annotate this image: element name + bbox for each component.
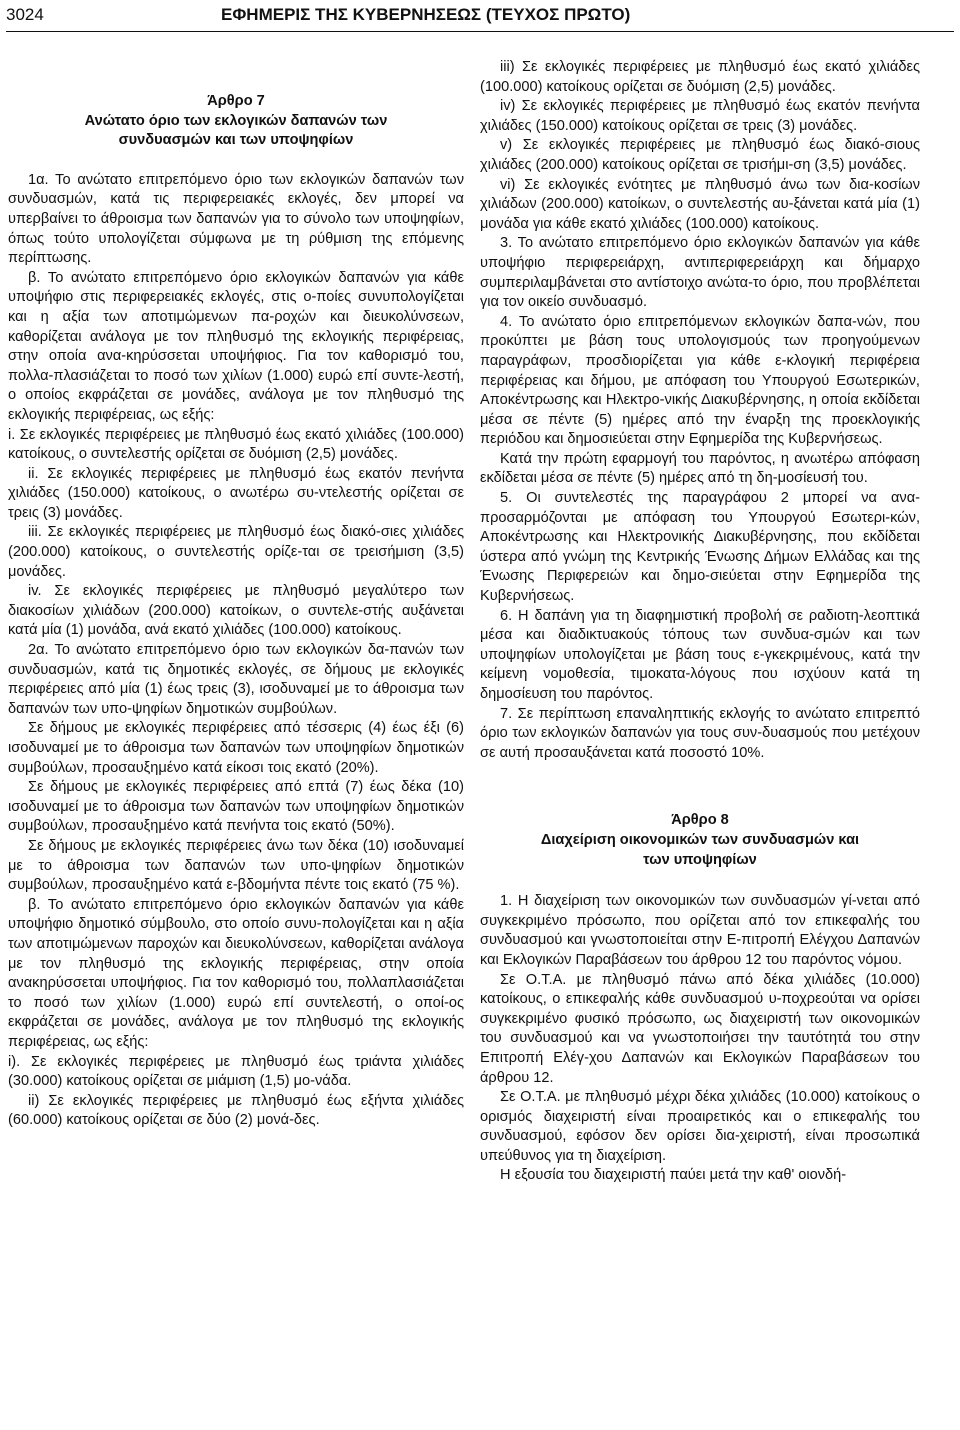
gazette-title: ΕΦΗΜΕΡΙΣ ΤΗΣ ΚΥΒΕΡΝΗΣΕΩΣ (ΤΕΥΧΟΣ ΠΡΩΤΟ) xyxy=(221,5,631,24)
paragraph: iii) Σε εκλογικές περιφέρειες με πληθυσμό έως εκατό χιλιάδες (100.000) κατοίκους ορίζεται σε δυόμιση (2,5) μονάδες. xyxy=(480,59,920,95)
paragraph: Σε δήμους με εκλογικές περιφέρειες από επτά (7) έως δέκα (10) ισοδυναμεί με το άθροισμα των δαπανών των υποψηφίων δημοτικών συμβούλων, προσαυξημένο κατά πενήντα τοις εκατό (50%). xyxy=(8,779,464,835)
paragraph: v) Σε εκλογικές περιφέρειες με πληθυσμό έως διακό-σιους χιλιάδες (200.000) κατοίκους ορίζεται σε τρισήμι-ση (3,5) μονάδες. xyxy=(480,137,920,173)
paragraph: Σε δήμους με εκλογικές περιφέρειες από τέσσερις (4) έως έξι (6) ισοδυναμεί με το άθροισμα των δαπανών των υποψηφίων δημοτικών συμβούλων, προσαυξημένο κατά είκοσι τοις εκατό (20%). xyxy=(8,720,464,776)
article-7-heading xyxy=(8,92,464,151)
paragraph: 3. Το ανώτατο επιτρεπόμενο όριο εκλογικών δαπανών για κάθε υποψήφιο περιφερειάρχη, αντιπεριφερειάρχη και δήμαρχο συμπεριλαμβάνεται στο αντίστοιχο ανώτα-το όριο, που προβλέπεται για τον οικείο συνδυασμό. xyxy=(480,235,920,311)
article-8-number: Άρθρο 8 xyxy=(671,812,729,829)
paragraph: ii. Σε εκλογικές περιφέρειες με πληθυσμό έως εκατόν πενήντα χιλιάδες (150.000) κατοίκους, ο ανωτέρω συ-ντελεστής ορίζεται σε τρεις (3) μονάδες. xyxy=(8,465,464,521)
paragraph: β. Το ανώτατο επιτρεπόμενο όριο εκλογικών δαπανών για κάθε υποψήφιο στις περιφερειακές εκλογές, στις ο-ποίες συνυπολογίζεται και η αξία των αποτιμώμενων πα-ροχών και διευκολύνσεων, καθορίζεται ανάλογα με τον πληθυσμό της εκλογικής περιφέρειας, στην οποία ανα-κηρύσσεται υποψήφιος. Για τον καθορισμό του, πολλα-πλασιάζεται το ποσό των χιλίων (1.000) ευρώ επί συντε-λεστή, ο οποίος εκφράζεται σε μονάδες, ανάλογα με τον πληθυσμό της εκλογικής περιφέρειας, ως εξής: xyxy=(8,269,464,423)
paragraph: i. Σε εκλογικές περιφέρειες με πληθυσμό έως εκατό χιλιάδες (100.000) κατοίκους, ο συντελεστής ορίζεται σε δυόμιση (2,5) μονάδες. xyxy=(8,426,464,463)
paragraph: 1. Η διαχείριση των οικονομικών των συνδυασμών γί-νεται από συγκεκριμένο πρόσωπο, που ορίζεται από τον επικεφαλής του συνδυασμού και γνωστοποιείται στην Ε-πιτροπή Ελέγχου Δαπανών και Εκλογικών Παραβάσεων του άρθρου 12 του παρόντος νόμου. xyxy=(480,893,920,968)
article-7-title: Ανώτατο όριο των εκλογικών δαπανών των συνδυασμών και των υποψηφίων xyxy=(84,112,388,149)
paragraph: iv) Σε εκλογικές περιφέρειες με πληθυσμό έως εκατόν πενήντα χιλιάδες (150.000) κατοίκους ορίζεται σε τρεις (3) μονάδες. xyxy=(480,98,920,134)
paragraph: ii) Σε εκλογικές περιφέρειες με πληθυσμό έως εξήντα χιλιάδες (60.000) κατοίκους ορίζεται σε δύο (2) μονά-δες. xyxy=(8,1092,464,1129)
paragraph: iv. Σε εκλογικές περιφέρειες με πληθυσμό μεγαλύτερο των διακοσίων χιλιάδων (200.000) κατοίκων, ο συντελε-στής αυξάνεται κατά μία (1) μονάδα, ανά εκατό χιλιάδες (100.000) κατοίκους. xyxy=(8,583,464,639)
article-8-heading xyxy=(480,811,920,870)
page-number: 3024 xyxy=(6,5,44,24)
article-8-title: Διαχείριση οικονομικών των συνδυασμών και των υποψηφίων xyxy=(540,831,860,868)
paragraph: iii. Σε εκλογικές περιφέρειες με πληθυσμό έως διακό-σιες χιλιάδες (200.000) κατοίκους, ο συντελεστής ορίζε-ται σε τρεισήμιση (3,5) μονάδες. xyxy=(8,524,464,580)
paragraph: vi) Σε εκλογικές ενότητες με πληθυσμό άνω των δια-κοσίων χιλιάδων (200.000) κατοίκων, ο συντελεστής αυ-ξάνεται κατά μία (1) μονάδα για κάθε εκατό χιλιάδες (100.000) κατοίκους. xyxy=(480,176,920,232)
paragraph: 6. Η δαπάνη για τη διαφημιστική προβολή σε ραδιοτη-λεοπτικά μέσα και διαδικτυακούς τόπους των συνδυα-σμών και των υποψηφίων υπολογίζεται με βάση τους ε-γκεκριμένους, κατά την κείμενη νομοθεσία, τιμοκατα-λόγους που ισχύουν κατά τη δημοσίευση του παρόντος. xyxy=(480,607,920,702)
right-column xyxy=(480,58,920,1186)
paragraph: Σε δήμους με εκλογικές περιφέρειες άνω των δέκα (10) ισοδυναμεί με το άθροισμα των δαπανών των υπο-ψηφίων δημοτικών συμβούλων, προσαυξημένο κατά ε-βδομήντα πέντε τοις εκατό (75 %). xyxy=(8,837,464,894)
left-column xyxy=(8,58,464,1131)
paragraph: Σε Ο.Τ.Α. με πληθυσμό μέχρι δέκα χιλιάδες (10.000) κατοίκους ο ορισμός διαχειριστή είναι προαιρετικός και ο επικεφαλής του συνδυασμού, εφόσον δεν ορίσει δια-χειριστή, είναι προσωπικά υπεύθυνος για τη διαχείριση. xyxy=(480,1089,920,1164)
page-header xyxy=(6,0,954,30)
paragraph: Κατά την πρώτη εφαρμογή του παρόντος, η ανωτέρω απόφαση εκδίδεται μέσα σε πέντε (5) ημέρες από τη δη-μοσίευσή του. xyxy=(480,450,920,487)
paragraph: 1α. Το ανώτατο επιτρεπόμενο όριο των εκλογικών δαπανών των συνδυασμών, κατά τις περιφερειακές εκλογές, δεν μπορεί να υπερβαίνει το άθροισμα των δαπανών για το σύνολο των υποψηφίων, όπως τούτο υπολογίζεται σύμφωνα με τη ρύθμιση της επόμενης περίπτωσης. xyxy=(8,171,464,267)
article-7-number: Άρθρο 7 xyxy=(207,93,265,109)
paragraph: Σε Ο.Τ.Α. με πληθυσμό πάνω από δέκα χιλιάδες (10.000) κατοίκους, ο επικεφαλής κάθε συνδυασμού υ-ποχρεούται να ορίσει συγκεκριμένο φυσικό πρόσωπο, ως διαχειριστή των οικονομικών του συνδυασμού και να γνωστοποιήσει την ταυτότητά του στην Επιτροπή Ελέγ-χου Δαπανών και Εκλογικών Παραβάσεων του άρθρου 12. xyxy=(480,971,920,1086)
paragraph: 5. Οι συντελεστές της παραγράφου 2 μπορεί να ανα-προσαρμόζονται με απόφαση του Υπουργού Εσωτερι-κών, Αποκέντρωσης και Ηλεκτρονικής Διακυβέρνησης, που εκδίδεται ύστερα από γνώμη της Κεντρικής Ένωσης Δήμων Ελλάδας και της Ένωσης Περιφερειών και δημο-σιεύεται στην Εφημερίδα της Κυβερνήσεως. xyxy=(480,490,920,605)
paragraph: Η εξουσία του διαχειριστή παύει μετά την καθ' οιονδή- xyxy=(500,1167,847,1184)
header-divider xyxy=(6,31,954,32)
paragraph: 4. Το ανώτατο όριο επιτρεπόμενων εκλογικών δαπα-νών, που προκύπτει με βάση τους υπολογισμούς των προηγούμενων παραγράφων, προσδιορίζεται για κάθε ε-κλογική περιφέρεια περιφέρειας και δήμου, με απόφαση του Υπουργού Εσωτερικών, Αποκέντρωσης και Ηλεκτρο-νικής Διακυβέρνησης, η οποία εκδίδεται μέσα σε πέντε (5) ημέρες από την έναρξη της προεκλογικής περιόδου και δημοσιεύεται στην Εφημερίδα της Κυβερνήσεως. xyxy=(480,313,920,448)
paragraph: β. Το ανώτατο επιτρεπόμενο όριο εκλογικών δαπανών για κάθε υποψήφιο δημοτικό σύμβουλο, στο οποίο συνυ-πολογίζεται και η αξία των αποτιμώμενων παροχών και διευκολύνσεων, καθορίζεται ανάλογα με τον πληθυσμό της εκλογικής περιφέρειας, στην οποία ανακηρύσσεται υποψήφιος. Για τον καθορισμό του, πολλαπλασιάζεται το ποσό των χιλίων (1.000) ευρώ επί συντελεστή, ο οποί-ος εκφράζεται σε μονάδες, ανάλογα με τον πληθυσμό της εκλογικής περιφέρειας, ως εξής: xyxy=(8,896,464,1050)
paragraph: 7. Σε περίπτωση επαναληπτικής εκλογής το ανώτατο επιτρεπτό όριο των εκλογικών δαπανών για τους συν-δυασμούς που μετέχουν σε αυτή προσαυξάνεται κατά ποσοστό 10%. xyxy=(480,705,920,761)
paragraph: 2α. Το ανώτατο επιτρεπόμενο όριο των εκλογικών δα-πανών των συνδυασμών, κατά τις δημοτικές εκλογές, σε δήμους με εκλογικές περιφέρειες από μία (1) έως τρεις (3), ισοδυναμεί με το άθροισμα των δαπανών των υπο-ψηφίων δημοτικών συμβούλων. xyxy=(8,642,464,717)
paragraph: i). Σε εκλογικές περιφέρειες με πληθυσμό έως τριάντα χιλιάδες (30.000) κατοίκους ορίζεται σε μιάμιση (1,5) μο-νάδα. xyxy=(8,1053,464,1090)
